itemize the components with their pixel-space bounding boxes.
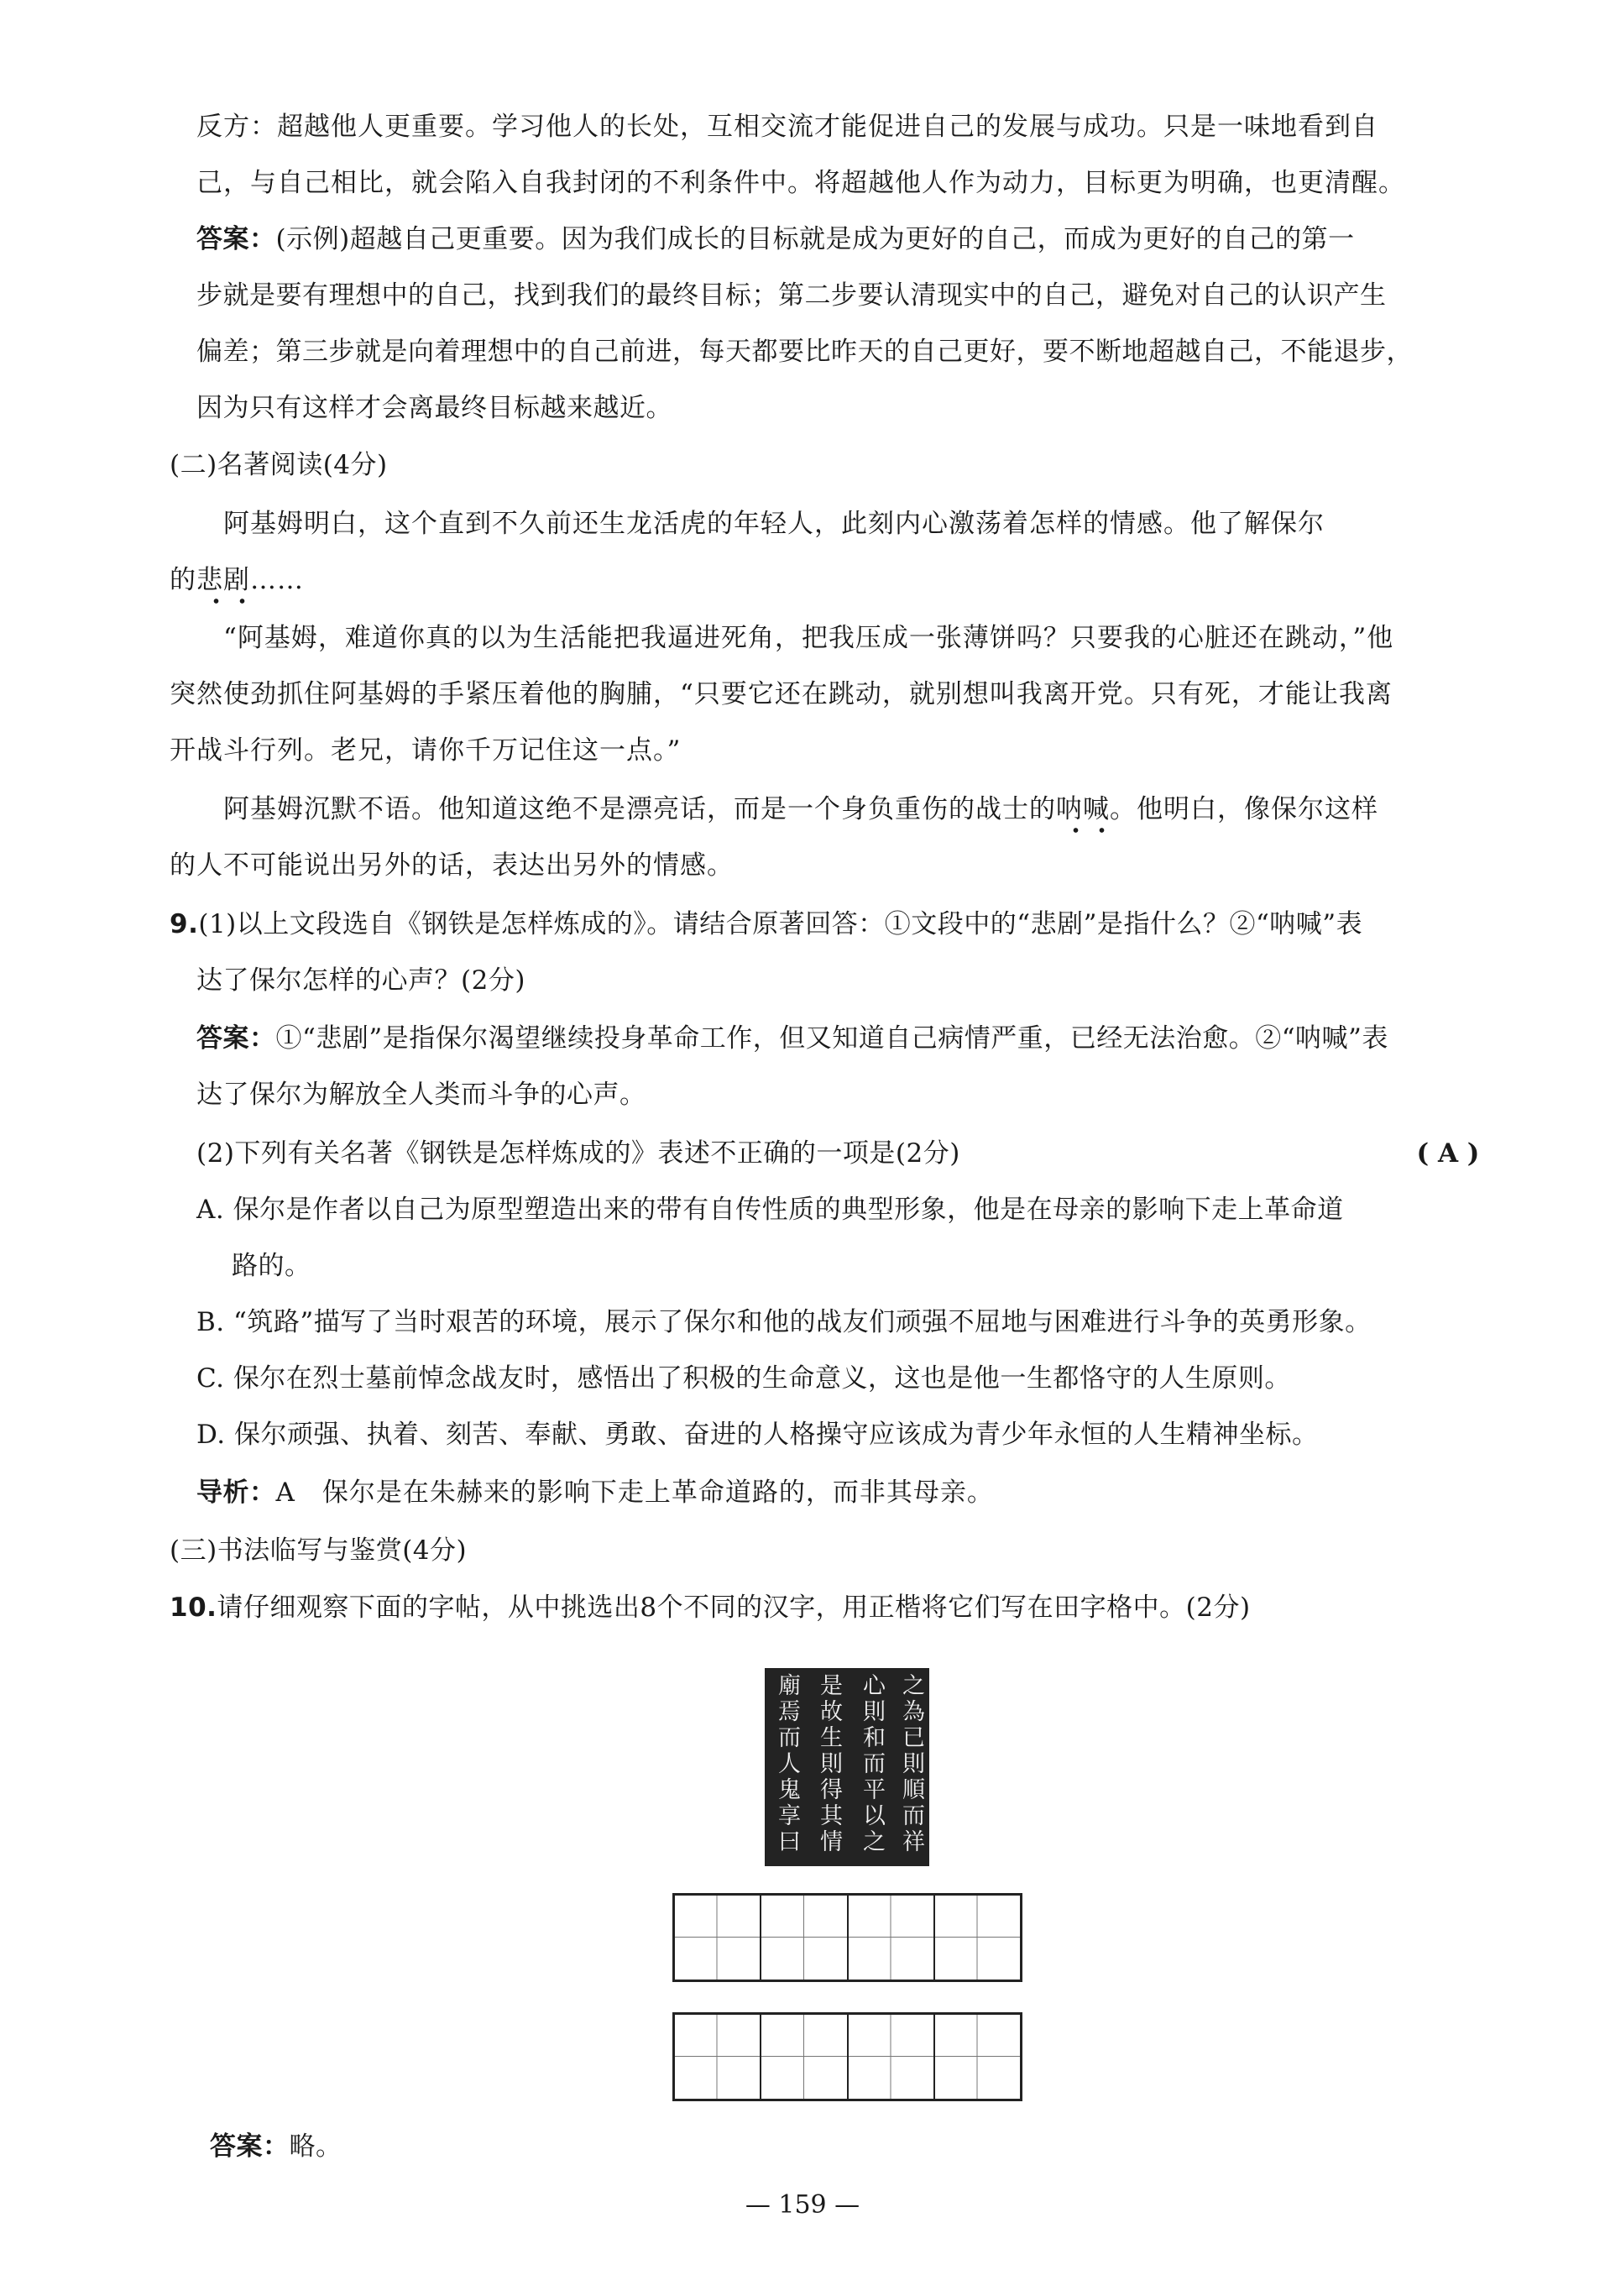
section-heading-calligraphy: (三)书法临写与鉴赏(4分)	[170, 1535, 468, 1566]
passage-text: ……	[250, 565, 304, 595]
option-c: C. 保尔在烈士墓前悼念战友时，感悟出了积极的生命意义，这也是他一生都恪守的人生原则。	[196, 1363, 1291, 1394]
tianzige-cell	[675, 1896, 761, 1980]
answer-text: 略。	[289, 2131, 342, 2162]
q9-analysis	[196, 1476, 994, 1509]
section-heading-reading: (二)名著阅读(4分)	[170, 450, 388, 480]
calligraphy-rubbing-image	[765, 1668, 929, 1866]
q9-line-2: 达了保尔怎样的心声？(2分)	[196, 965, 525, 996]
tianzige-cell	[935, 2015, 1020, 2099]
q9-answer-line-1	[196, 1022, 1388, 1055]
tianzige-cell	[761, 2015, 848, 2099]
passage-p3-line-1	[223, 792, 1378, 826]
rubbing-column-3: 是故生則得其情	[816, 1673, 842, 1855]
q9-sub2-question: (2)下列有关名著《钢铁是怎样炼成的》表述不正确的一项是(2分)	[196, 1138, 960, 1169]
answer-label: 答案：	[196, 1023, 276, 1054]
passage-p1-line-2	[170, 563, 304, 597]
option-a-line-2: 路的。	[232, 1251, 311, 1281]
option-b: B. “筑路”描写了当时艰苦的环境，展示了保尔和他的战友们顽强不屈地与困难进行斗争的英勇形象。	[196, 1307, 1372, 1337]
passage-p2-line-3: 开战斗行列。老兄，请你千万记住这一点。”	[170, 735, 682, 766]
emphasis-nahan: 呐喊	[1056, 794, 1110, 824]
debate-answer-line-4: 因为只有这样才会离最终目标越来越近。	[196, 393, 672, 423]
question-number: 10.	[170, 1593, 217, 1623]
tianzige-row-1	[672, 1893, 1022, 1982]
question-text: 请仔细观察下面的字帖，从中挑选出8个不同的汉字，用正楷将它们写在田字格中。(2分)	[217, 1593, 1251, 1623]
opponent-line-2: 己，与自己相比，就会陷入自我封闭的不利条件中。将超越他人作为动力，目标更为明确，也更清醒。	[196, 168, 1405, 198]
passage-text: 阿基姆沉默不语。他知道这绝不是漂亮话，而是一个身负重伤的战士的	[223, 794, 1056, 824]
answer-label: 答案：	[196, 224, 276, 254]
q9-answer-line-2: 达了保尔为解放全人类而斗争的心声。	[196, 1080, 646, 1110]
option-a-line-1: A. 保尔是作者以自己为原型塑造出来的带有自传性质的典型形象，他是在母亲的影响下走上革命道	[196, 1195, 1344, 1225]
tianzige-cell	[849, 1896, 935, 1980]
tianzige-row-2	[672, 2012, 1022, 2101]
tianzige-cell	[761, 1896, 848, 1980]
answer-text: ①“悲剧”是指保尔渴望继续投身革命工作，但又知道自己病情严重，已经无法治愈。②“呐喊”表	[275, 1023, 1388, 1054]
passage-text: 。他明白，像保尔这样	[1110, 794, 1378, 824]
option-d: D. 保尔顽强、执着、刻苦、奉献、勇敢、奋进的人格操守应该成为青少年永恒的人生精神坐标。	[196, 1420, 1319, 1450]
tianzige-cell	[935, 1896, 1020, 1980]
tianzige-cell	[675, 2015, 761, 2099]
rubbing-column-4: 廟焉而人鬼享曰	[774, 1673, 800, 1855]
page-number: — 159 —	[745, 2190, 860, 2220]
rubbing-column-1: 之為已則順而祥	[898, 1673, 924, 1855]
passage-p3-line-2: 的人不可能说出另外的话，表达出另外的情感。	[170, 850, 734, 881]
answer-label: 答案：	[210, 2131, 290, 2162]
passage-text: 的	[170, 565, 196, 595]
passage-p1-line-1: 阿基姆明白，这个直到不久前还生龙活虎的年轻人，此刻内心激荡着怎样的情感。他了解保尔	[223, 509, 1325, 539]
question-text: (1)以上文段选自《钢铁是怎样炼成的》。请结合原著回答：①文段中的“悲剧”是指什么？②“呐喊”表	[198, 909, 1363, 939]
question-number: 9.	[170, 909, 199, 939]
q9-line-1	[170, 907, 1362, 941]
opponent-line-1: 反方：超越他人更重要。学习他人的长处，互相交流才能促进自己的发展与成功。只是一味地看到自	[196, 112, 1378, 142]
analysis-label: 导析：	[196, 1477, 276, 1508]
debate-answer-line-3: 偏差；第三步就是向着理想中的自己前进，每天都要比昨天的自己更好，要不断地超越自己，不能退步，	[196, 337, 1413, 367]
analysis-text: A 保尔是在朱赫来的影响下走上革命道路的，而非其母亲。	[275, 1477, 994, 1508]
q9-sub2-answer: ( A )	[1416, 1138, 1480, 1169]
tianzige-cell	[849, 2015, 935, 2099]
rubbing-column-2: 心則和而平以之	[859, 1673, 885, 1855]
debate-answer-line-2: 步就是要有理想中的自己，找到我们的最终目标；第二步要认清现实中的自己，避免对自己的认识产生	[196, 280, 1387, 311]
debate-answer-line-1	[196, 222, 1355, 256]
q10-answer	[210, 2130, 342, 2163]
emphasis-beiju: 悲剧	[196, 565, 250, 595]
q10-question	[170, 1591, 1251, 1624]
passage-p2-line-1: “阿基姆，难道你真的以为生活能把我逼进死角，把我压成一张薄饼吗？只要我的心脏还在跳动，”他	[223, 623, 1394, 653]
answer-text: (示例)超越自己更重要。因为我们成长的目标就是成为更好的自己，而成为更好的自己的第一	[275, 224, 1355, 254]
passage-p2-line-2: 突然使劲抓住阿基姆的手紧压着他的胸脯，“只要它还在跳动，就别想叫我离开党。只有死，才能让我离	[170, 679, 1393, 709]
